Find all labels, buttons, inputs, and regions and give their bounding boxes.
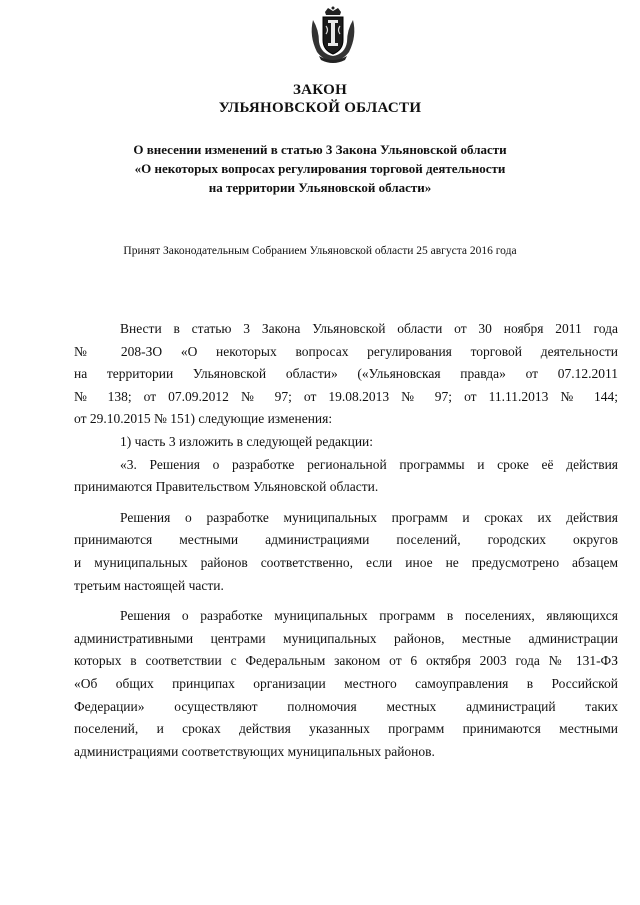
subject-line: на территории Ульяновской области» [208, 180, 432, 195]
text-line: № 138; от 07.09.2012 № 97; от 19.08.2013 № 97; от 11.11.2013 № 144; [74, 388, 618, 404]
text-line: принимаются Правительством Ульяновской области. [74, 479, 379, 495]
text-line: и муниципальных районов соответственно, если иное не предусмотрено абзацем [74, 554, 618, 570]
paragraph [74, 507, 618, 597]
text-line: поселений, и сроках действия указанных программ принимаются местными [74, 721, 618, 737]
paragraph [74, 454, 618, 499]
law-title: ЗАКОН [292, 82, 348, 98]
text-line: административными центрами муниципальных районов, местные администрации [74, 630, 618, 646]
paragraph [74, 318, 618, 431]
paragraph [74, 605, 618, 763]
coat-of-arms-icon [307, 6, 359, 64]
text-line: № 208-ЗО «О некоторых вопросах регулирования торговой деятельности [74, 343, 618, 359]
text-line: на территории Ульяновской области» («Ульяновская правда» от 07.12.2011 [74, 366, 618, 382]
text-line: третьим настоящей части. [74, 577, 224, 593]
text-line: Решения о разработке муниципальных программ и сроках их действия [120, 509, 618, 525]
adoption-note: Принят Законодательным Собранием Ульяновской области 25 августа 2016 года [123, 245, 517, 257]
text-line: от 29.10.2015 № 151) следующие изменения: [74, 411, 333, 427]
text-line: «3. Решения о разработке региональной программы и сроке её действия [120, 456, 618, 472]
law-body [74, 318, 618, 763]
subject-line: О внесении изменений в статью 3 Закона Ульяновской области [133, 142, 507, 157]
text-line: принимаются местными администрациями поселений, городских округов [74, 532, 618, 548]
text-line: «Об общих принципах организации местного самоуправления в Российской [74, 675, 618, 691]
text-line: Внести в статью 3 Закона Ульяновской области от 30 ноября 2011 года [120, 321, 618, 336]
law-subject [60, 140, 580, 197]
text-line: 1) часть 3 изложить в следующей редакции: [120, 433, 374, 449]
subject-line: «О некоторых вопросах регулирования торговой деятельности [134, 161, 506, 176]
text-line: администрациями соответствующих муниципальных районов. [74, 743, 435, 759]
text-line: Решения о разработке муниципальных программ в поселениях, являющихся [120, 608, 618, 624]
region-title: УЛЬЯНОВСКОЙ ОБЛАСТИ [218, 100, 422, 116]
paragraph [74, 431, 618, 454]
text-line: Федерации» осуществляют полномочия местных администраций таких [74, 698, 618, 714]
text-line: которых в соответствии с Федеральным законом от 6 октября 2003 года № 131-ФЗ [74, 653, 618, 669]
